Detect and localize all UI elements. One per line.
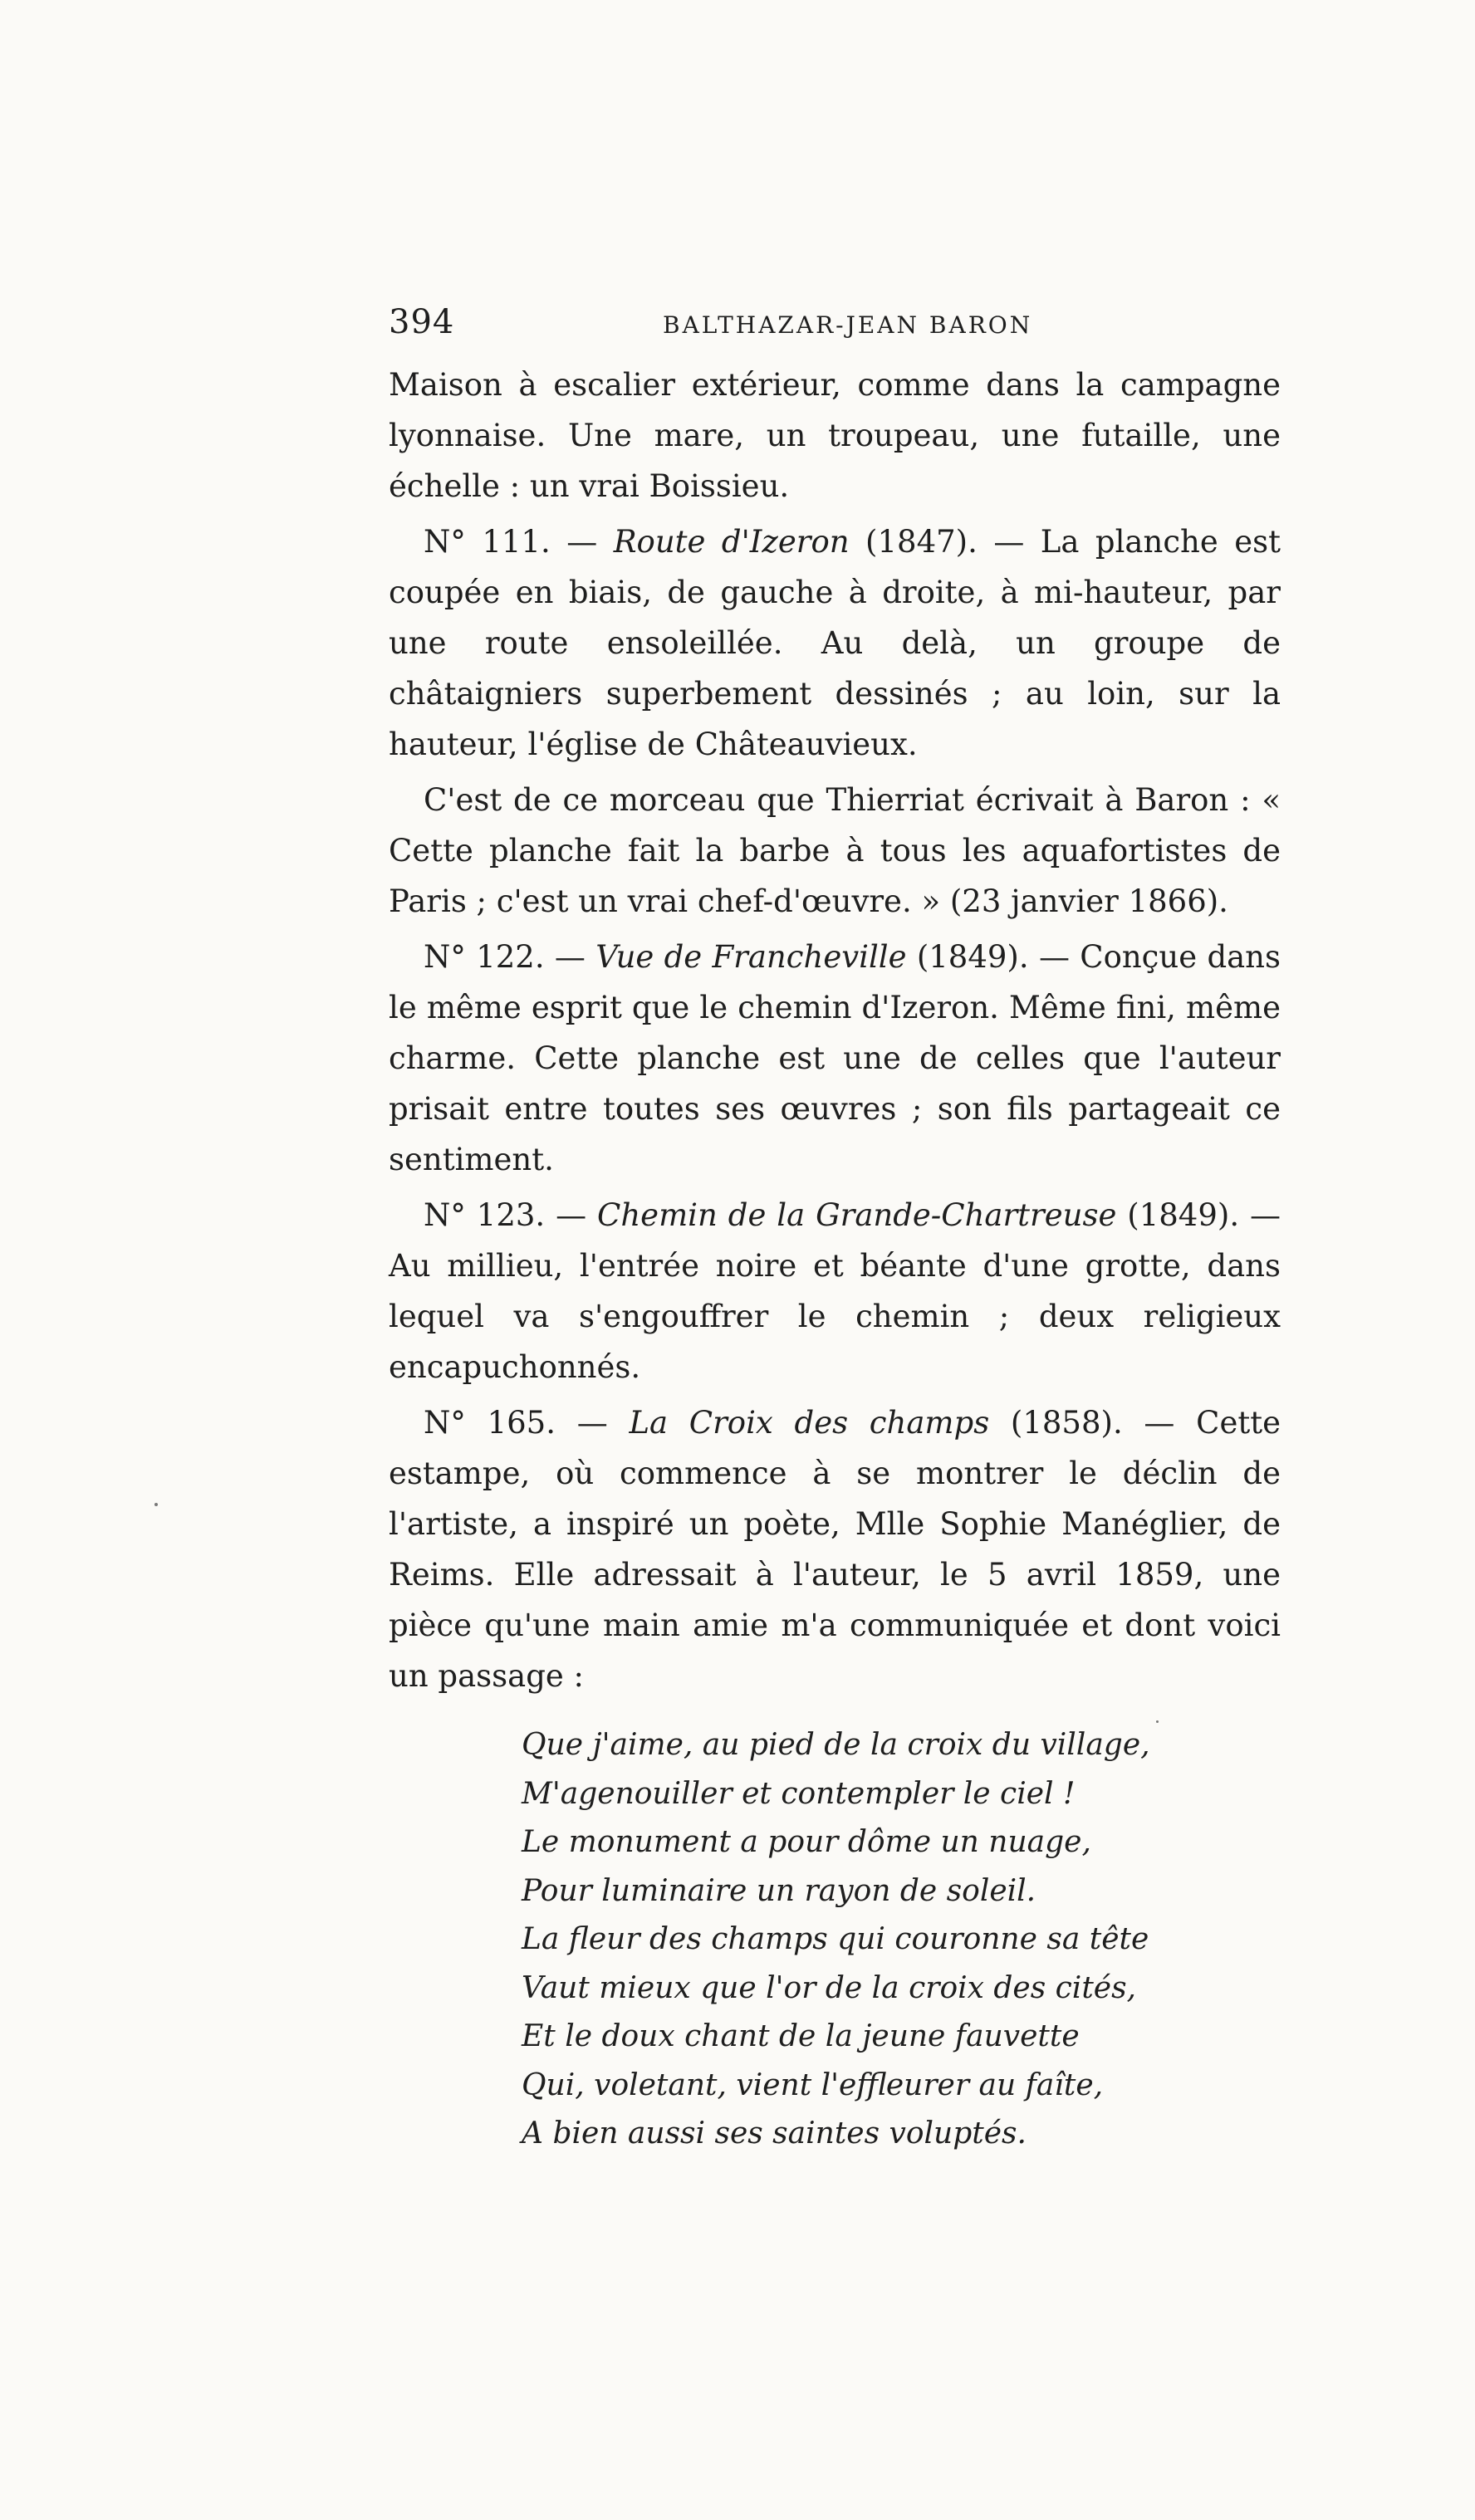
entry-number: N° 122. — (424, 939, 596, 975)
paragraph-quote-thierriat (389, 775, 1281, 927)
paragraph-entry-122 (389, 932, 1281, 1185)
entry-description: (1849). — Conçue dans le même esprit que le chemin d'Izeron. Même fini, même charme. Cette planche est une de celles que l'auteur prisait entre toutes ses œuvres ; son fils partageait ce sentiment. (389, 939, 1281, 1177)
entry-number: N° 123. — (424, 1197, 598, 1233)
entry-description: (1849). — Au millieu, l'entrée noire et béante d'une grotte, dans lequel va s'engouffrer le chemin ; deux religieux encapuchonnés. (389, 1197, 1281, 1385)
entry-title: Chemin de la Grande-Chartreuse (597, 1197, 1117, 1233)
poem-line: M'agenouiller et contempler le ciel ! (522, 1776, 1076, 1811)
entry-number: N° 111. — (424, 524, 614, 560)
paragraph-entry-111 (389, 516, 1281, 770)
paragraph-entry-123 (389, 1190, 1281, 1392)
entry-description: (1847). — La planche est coupée en biais, de gauche à droite, à mi-hauteur, par une route ensoleillée. Au delà, un groupe de châtaigniers superbement dessinés ; au loin, sur la hauteur, l'église de Châteauvieux. (389, 524, 1281, 762)
entry-title: Route d'Izeron (613, 524, 850, 560)
paper-speck (154, 1503, 158, 1506)
poem-line: Vaut mieux que l'or de la croix des cités, (522, 1970, 1137, 2005)
paragraph-text: C'est de ce morceau que Thierriat écrivait à Baron : « Cette planche fait la barbe à tous les aquafortistes de Paris ; c'est un vrai chef-d'œuvre. » (23 janvier 1866). (389, 782, 1281, 919)
running-title: BALTHAZAR-JEAN BARON (663, 311, 1033, 339)
paper-speck (1156, 1720, 1159, 1723)
poem-line: Et le doux chant de la jeune fauvette (522, 2019, 1080, 2053)
page-number: 394 (389, 303, 455, 341)
entry-description: (1858). — Cette estampe, où commence à se montrer le déclin de l'artiste, a inspiré un poète, Mlle Sophie Manéglier, de Reims. Elle adressait à l'auteur, le 5 avril 1859, une pièce qu'une main amie m'a communiquée et dont voici un passage : (389, 1405, 1281, 1694)
book-page (389, 303, 1281, 2159)
poem-line: Le monument a pour dôme un nuage, (522, 1825, 1091, 1859)
paragraph-entry-165 (389, 1397, 1281, 1701)
entry-title: Vue de Francheville (595, 939, 907, 975)
poem-excerpt (522, 1721, 1281, 2159)
paragraph-intro (389, 360, 1281, 511)
page-header (389, 303, 1281, 360)
poem-line: La fleur des champs qui couronne sa tête (522, 1922, 1149, 1956)
poem-line: Pour luminaire un rayon de soleil. (522, 1873, 1036, 1908)
entry-number: N° 165. — (424, 1405, 630, 1441)
body-text (389, 360, 1281, 1701)
poem-line: A bien aussi ses saintes voluptés. (522, 2116, 1027, 2151)
entry-title: La Croix des champs (629, 1405, 990, 1441)
paragraph-text: Maison à escalier extérieur, comme dans la campagne lyonnaise. Une mare, un troupeau, une futaille, une échelle : un vrai Boissieu. (389, 367, 1281, 504)
poem-line: Qui, voletant, vient l'effleurer au faîte, (522, 2067, 1104, 2102)
poem-line: Que j'aime, au pied de la croix du village, (522, 1728, 1150, 1762)
